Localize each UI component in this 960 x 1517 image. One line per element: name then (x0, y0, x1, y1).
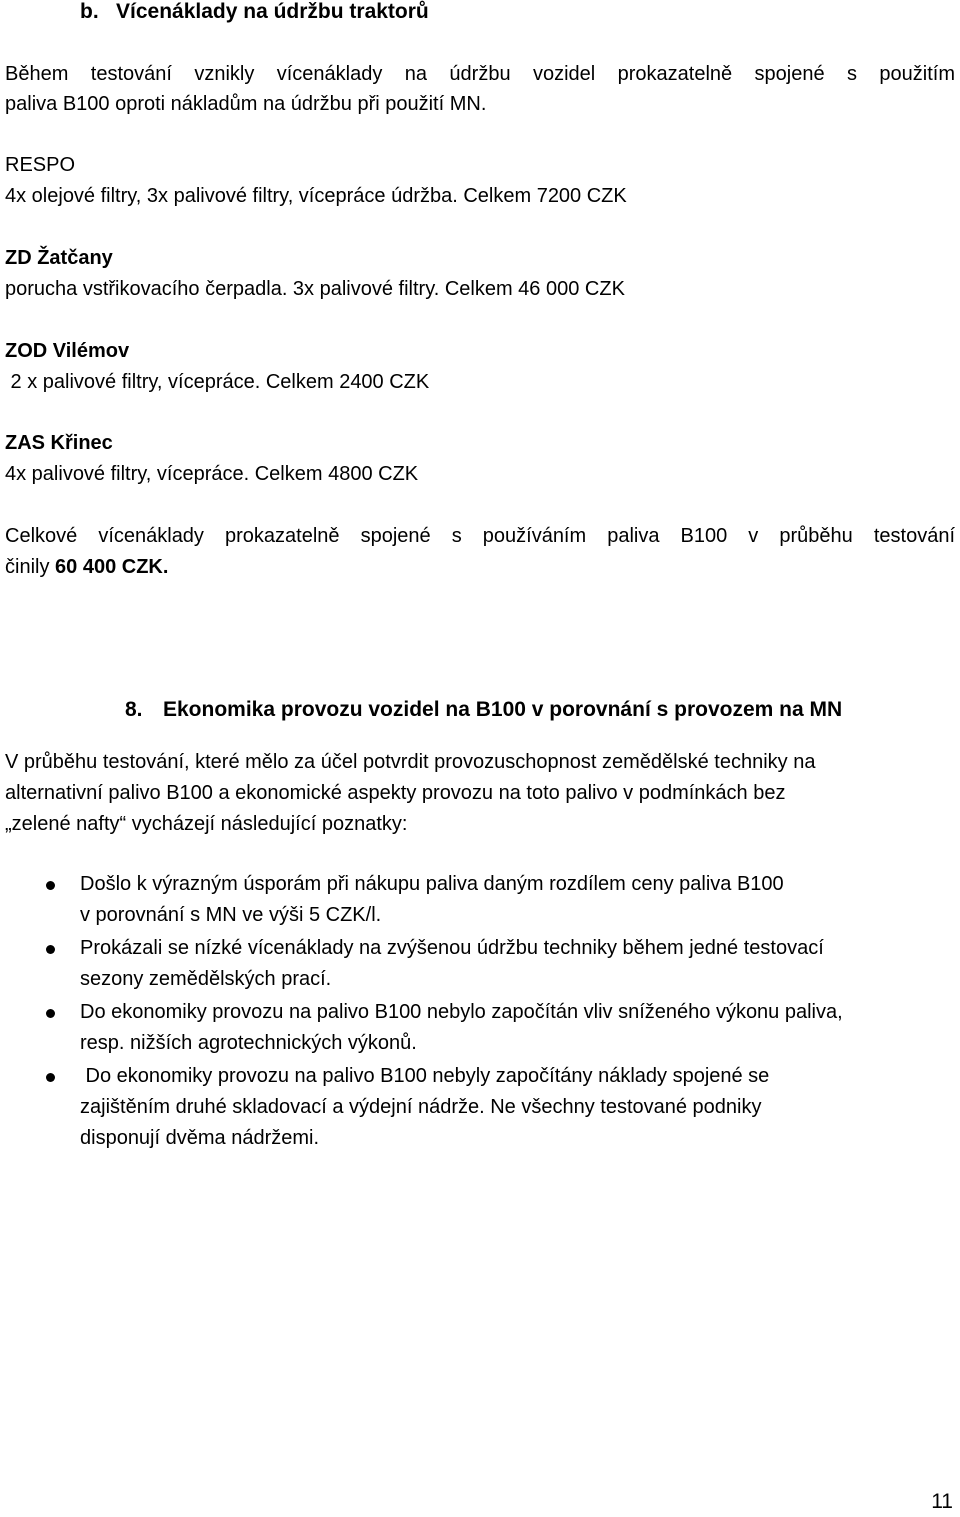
list-item-line: Došlo k výrazným úsporám při nákupu paliva daným rozdílem ceny paliva B100 (80, 873, 784, 895)
subsection-title: Vícenáklady na údržbu traktorů (116, 0, 429, 23)
entry-detail-zod-vilemov: 2 x palivové filtry, vícepráce. Celkem 2400 CZK (5, 371, 430, 393)
subsection-heading (80, 0, 429, 27)
entry-detail-respo: 4x olejové filtry, 3x palivové filtry, vícepráce údržba. Celkem 7200 CZK (5, 185, 627, 207)
bullet-icon (46, 945, 55, 954)
list-item-line: zajištěním druhé skladovací a výdejní nádrže. Ne všechny testované podniky (80, 1096, 762, 1118)
total-line-2 (5, 552, 168, 583)
list-item-line: resp. nižších agrotechnických výkonů. (80, 1032, 417, 1054)
list-item (80, 997, 950, 1059)
entry-name-zd-zatcany: ZD Žatčany (5, 247, 113, 269)
list-item (80, 1061, 950, 1154)
bullet-icon (46, 881, 55, 890)
entry-detail-zas-krinec: 4x palivové filtry, vícepráce. Celkem 4800 CZK (5, 463, 419, 485)
findings-list (80, 869, 950, 1156)
section-8-title: Ekonomika provozu vozidel na B100 v porovnání s provozem na MN (163, 698, 843, 721)
intro-line-2: paliva B100 oproti nákladům na údržbu při použití MN. (5, 93, 487, 115)
entry-name-zas-krinec: ZAS Křinec (5, 432, 113, 454)
list-item-line: Do ekonomiky provozu na palivo B100 nebylo započítán vliv sníženého výkonu paliva, (80, 1001, 843, 1023)
list-item (80, 869, 950, 931)
list-item-line: Prokázali se nízké vícenáklady na zvýšenou údržbu techniky během jedné testovací (80, 937, 824, 959)
section-8-heading (125, 694, 842, 725)
section-8-paragraph-line-2: alternativní palivo B100 a ekonomické aspekty provozu na toto palivo v podmínkách bez (5, 782, 786, 804)
entry-name-respo: RESPO (5, 154, 76, 176)
list-item (80, 933, 950, 995)
entry-detail-zd-zatcany: porucha vstřikovacího čerpadla. 3x palivové filtry. Celkem 46 000 CZK (5, 278, 625, 300)
section-8-paragraph-line-3: „zelené nafty“ vycházejí následující poznatky: (5, 813, 408, 835)
list-item-line: disponují dvěma nádržemi. (80, 1127, 320, 1149)
page-number: 11 (931, 1490, 953, 1513)
section-8-paragraph-line-1: V průběhu testování, které mělo za účel potvrdit provozuschopnost zemědělské techniky na (5, 751, 816, 773)
entry-name-zod-vilemov: ZOD Vilémov (5, 340, 130, 362)
total-prefix: činily (5, 556, 56, 578)
total-line-1: Celkové vícenáklady prokazatelně spojené s používáním paliva B100 v průběhu testování (5, 525, 955, 547)
list-item-line: Do ekonomiky provozu na palivo B100 nebyly započítány náklady spojené se (80, 1065, 770, 1087)
list-item-line: v porovnání s MN ve výši 5 CZK/l. (80, 904, 382, 926)
intro-line-1: Během testování vznikly vícenáklady na údržbu vozidel prokazatelně spojené s použitím (5, 63, 955, 85)
section-8-number: 8. (125, 698, 143, 721)
subsection-letter: b. (80, 0, 99, 23)
bullet-icon (46, 1073, 55, 1082)
bullet-icon (46, 1009, 55, 1018)
list-item-line: sezony zemědělských prací. (80, 968, 332, 990)
total-amount: 60 400 CZK. (55, 556, 169, 578)
